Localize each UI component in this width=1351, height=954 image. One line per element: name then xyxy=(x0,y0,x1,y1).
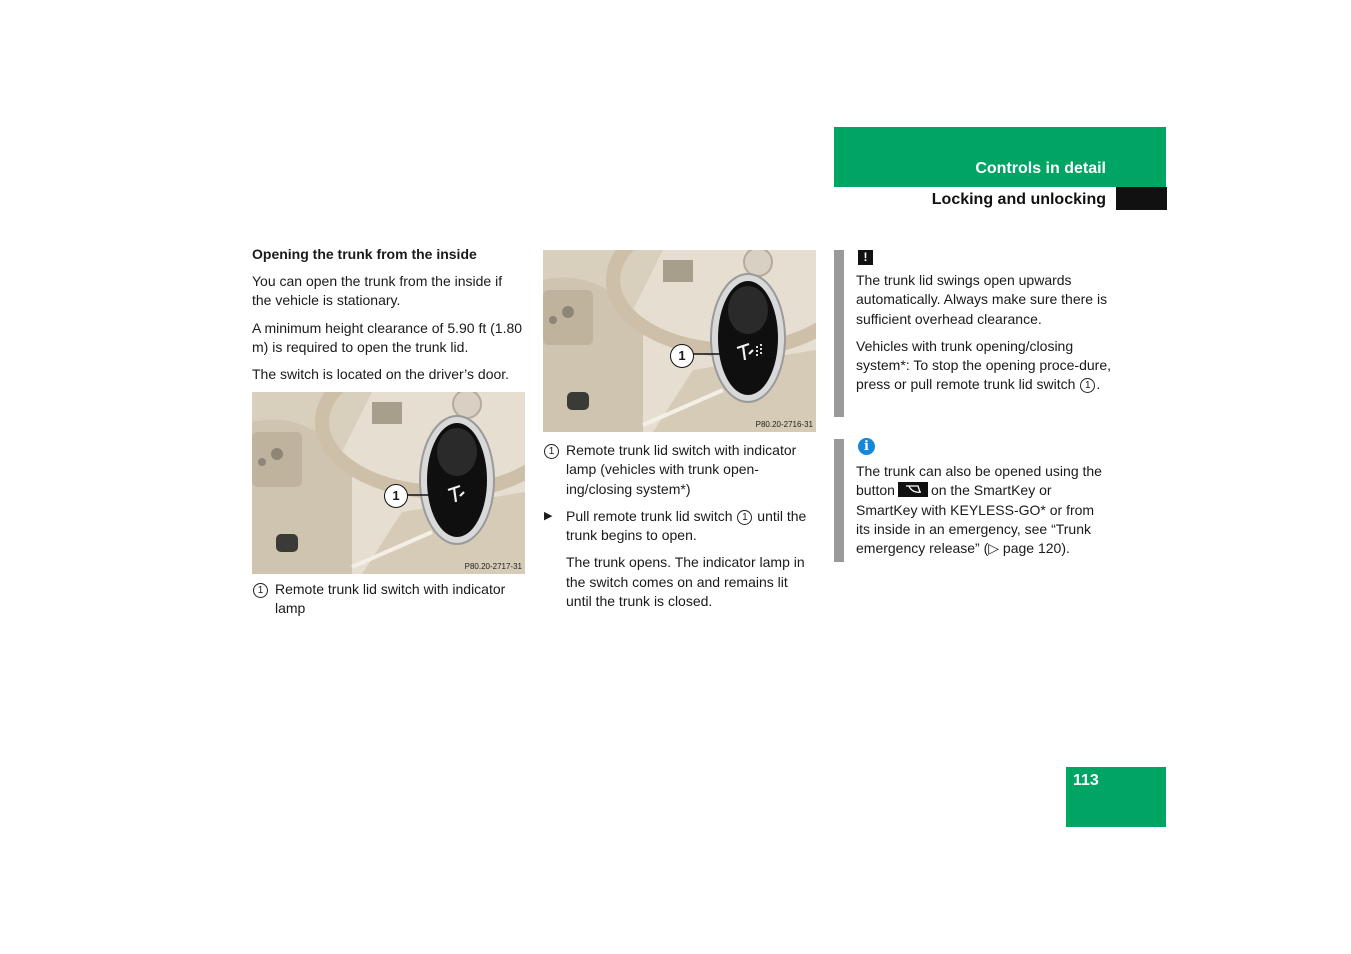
step-result: The trunk opens. The indicator lamp in the switch comes on and remains lit until the trunk is closed. xyxy=(566,554,805,610)
warning-icon: ! xyxy=(858,250,873,265)
paragraph-switch-location: The switch is located on the driver’s door. xyxy=(252,366,510,383)
step-text-end: until the trunk begins to open. xyxy=(566,507,807,544)
warning-stop-text xyxy=(856,337,1111,395)
info-text-end: on the SmartKey or SmartKey with KEYLESS-GO* or from its inside in an emergency, see “Trunk emergency release” (▷ page 120). xyxy=(856,482,1095,557)
caption-text: Remote trunk lid switch with indicator lamp xyxy=(275,581,506,617)
column-2-text xyxy=(543,441,816,611)
header-black-tab xyxy=(1116,187,1167,210)
figure-code: P80.20-2717-31 xyxy=(464,562,522,571)
callout-1-marker: 1 xyxy=(670,344,694,368)
paragraph-stationary: You can open the trunk from the inside if the vehicle is stationary. xyxy=(252,273,503,309)
info-text-start: The trunk can also be opened using the button xyxy=(856,463,1102,499)
info-icon: i xyxy=(858,438,875,455)
figure-caption-2 xyxy=(543,441,816,499)
caption-text: Remote trunk lid switch with indicator lamp (vehicles with trunk open-ing/closing system*) xyxy=(566,442,797,497)
trunk-key-button-icon xyxy=(898,482,928,497)
figure-code: P80.20-2716-31 xyxy=(755,420,813,429)
callout-number: 1 xyxy=(737,510,752,525)
info-box xyxy=(856,462,1111,558)
callout-number: 1 xyxy=(544,444,559,459)
warning-clearance-text: The trunk lid swings open upwards automatically. Always make sure there is sufficient overhead clearance. xyxy=(856,272,1108,327)
step-arrow-icon: ▶ xyxy=(544,509,553,522)
trunk-switch-photo-1 xyxy=(252,392,525,574)
section-heading: Opening the trunk from the inside xyxy=(252,246,477,262)
callout-number: 1 xyxy=(253,583,268,598)
info-side-bar xyxy=(834,439,844,562)
info-text xyxy=(856,462,1111,558)
warning-stop-text-end: . xyxy=(1096,376,1101,393)
instruction-step xyxy=(543,507,816,546)
figure-caption-1 xyxy=(252,580,525,619)
section-title: Controls in detail xyxy=(975,160,1106,177)
subsection-title: Locking and unlocking xyxy=(931,191,1106,208)
column-1 xyxy=(252,245,525,384)
callout-1-marker: 1 xyxy=(384,484,408,508)
header-green-band xyxy=(834,127,1166,187)
warning-side-bar xyxy=(834,250,844,417)
page-number: 113 xyxy=(1073,772,1099,789)
trunk-switch-photo-2 xyxy=(543,250,816,432)
paragraph-clearance: A minimum height clearance of 5.90 ft (1.80 m) is required to open the trunk lid. xyxy=(252,319,523,355)
callout-number: 1 xyxy=(1080,378,1095,393)
step-text-start: Pull remote trunk lid switch xyxy=(566,507,733,524)
warning-box xyxy=(856,271,1111,395)
warning-stop-text-start: Vehicles with trunk opening/closing system*: To stop the opening proce-dure, press or pull remote trunk lid switch xyxy=(856,337,1112,393)
